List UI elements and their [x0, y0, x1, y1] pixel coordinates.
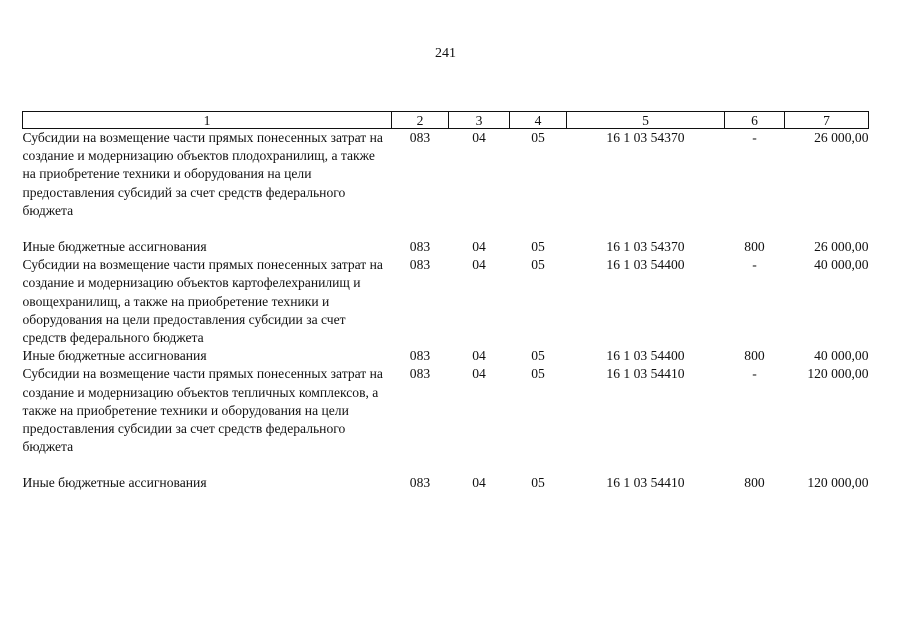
row-name: Субсидии на возмещение части прямых понесенных затрат на создание и модернизацию объектов плодохранилищ, а также на приобретение техники и оборудования на цели предоставления субсидий за счет средств федерального бюджета	[22, 130, 383, 218]
table-row	[23, 474, 869, 492]
row-col-3: 04	[472, 348, 486, 364]
row-col-3: 04	[472, 475, 486, 491]
row-col-2: 083	[409, 257, 431, 273]
row-col-6: -	[752, 257, 757, 273]
row-name: Субсидии на возмещение части прямых понесенных затрат на создание и модернизацию объектов тепличных комплексов, а также на приобретение техники и оборудования на цели предоставления субсидии за счет средств федерального бюджета	[22, 366, 383, 455]
row-col-5: 16 1 03 54400	[606, 257, 685, 273]
header-col-1: 1	[23, 112, 392, 129]
row-col-7: 26 000,00	[814, 239, 869, 255]
row-col-5: 16 1 03 54370	[606, 130, 685, 145]
row-name: Иные бюджетные ассигнования	[22, 239, 207, 255]
header-col-2: 2	[392, 112, 449, 129]
row-col-7: 120 000,00	[807, 366, 869, 382]
row-col-5: 16 1 03 54370	[606, 239, 685, 255]
row-col-4: 05	[531, 475, 545, 491]
row-name: Субсидии на возмещение части прямых понесенных затрат на создание и модернизацию объектов картофелехранилищ и овощехранилищ, а также на приобретение техники и оборудования на цели предоставления субсидии за счет средств федерального бюджета	[22, 257, 383, 346]
row-col-2: 083	[409, 239, 431, 255]
row-col-4: 05	[531, 130, 545, 145]
table-row	[23, 256, 869, 347]
row-col-2: 083	[409, 366, 431, 382]
table-row	[23, 365, 869, 456]
table-row	[23, 347, 869, 365]
page-number: 241	[435, 46, 456, 61]
header-col-4: 4	[510, 112, 567, 129]
budget-table	[22, 111, 869, 493]
row-col-6: 800	[744, 348, 765, 364]
row-col-5: 16 1 03 54410	[606, 475, 685, 491]
row-col-6: 800	[744, 475, 765, 491]
table-row	[23, 129, 869, 221]
row-col-6: -	[752, 130, 757, 145]
row-col-4: 05	[531, 257, 545, 273]
row-col-6: -	[752, 366, 757, 382]
row-col-5: 16 1 03 54410	[606, 366, 685, 382]
row-col-4: 05	[531, 239, 545, 255]
header-col-6: 6	[725, 112, 785, 129]
row-col-4: 05	[531, 366, 545, 382]
spacer-row	[23, 456, 869, 474]
table-header-row	[23, 112, 869, 129]
row-col-3: 04	[472, 257, 486, 273]
header-col-7: 7	[785, 112, 869, 129]
row-col-3: 04	[472, 366, 486, 382]
header-col-5: 5	[567, 112, 725, 129]
row-col-2: 083	[409, 475, 431, 491]
row-col-5: 16 1 03 54400	[606, 348, 685, 364]
table-row	[23, 238, 869, 256]
row-name: Иные бюджетные ассигнования	[22, 475, 207, 491]
spacer-row	[23, 220, 869, 238]
row-col-2: 083	[409, 348, 431, 364]
row-col-3: 04	[472, 130, 486, 145]
row-col-6: 800	[744, 239, 765, 255]
row-col-2: 083	[409, 130, 431, 145]
row-col-7: 120 000,00	[807, 475, 869, 491]
header-col-3: 3	[449, 112, 510, 129]
row-name: Иные бюджетные ассигнования	[22, 348, 207, 364]
row-col-3: 04	[472, 239, 486, 255]
row-col-7: 40 000,00	[814, 257, 869, 273]
row-col-4: 05	[531, 348, 545, 364]
row-col-7: 26 000,00	[814, 130, 869, 145]
row-col-7: 40 000,00	[814, 348, 869, 364]
